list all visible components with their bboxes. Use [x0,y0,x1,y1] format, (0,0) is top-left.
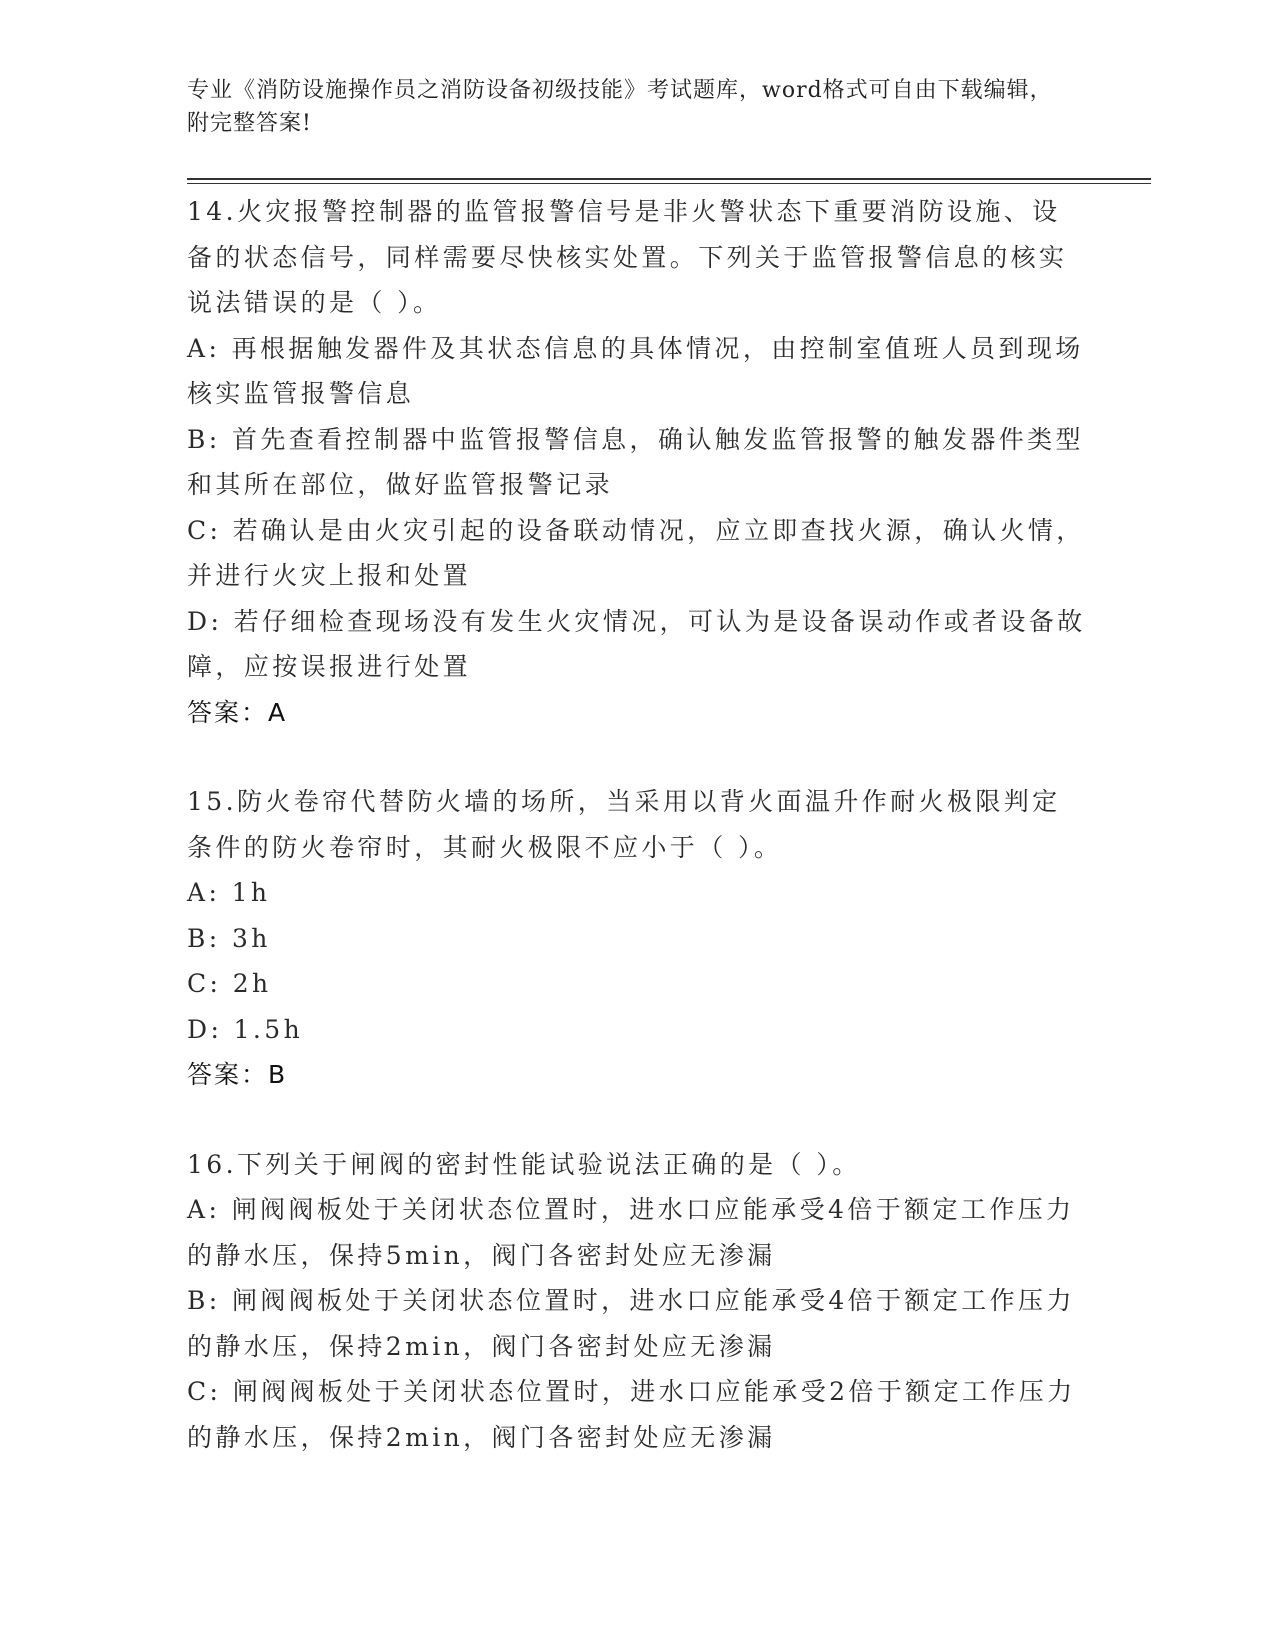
question-stem: 15.防火卷帘代替防火墙的场所，当采用以背火面温升作耐火极限判定条件的防火卷帘时，其耐火极限不应小于（ ）。 [187,787,1061,862]
question-stem: 14.火灾报警控制器的监管报警信号是非火警状态下重要消防设施、设备的状态信号，同样需要尽快核实处置。下列关于监管报警信息的核实说法错误的是（ ）。 [187,197,1068,317]
spacer [187,1098,1087,1142]
option-b: B: 3h [187,923,271,953]
option-c: C: 闸阀阀板处于关闭状态位置时，进水口应能承受2倍于额定工作压力的静水压，保持2min，阀门各密封处应无渗漏 [187,1377,1076,1452]
answer: 答案：A [187,697,288,727]
document-header: 专业《消防设施操作员之消防设备初级技能》考试题库，word格式可自由下载编辑，附完整答案! [187,78,1053,136]
option-c: C: 2h [187,969,272,998]
option-a: A: 再根据触发器件及其状态信息的具体情况，由控制室值班人员到现场核实监管报警信息 [187,333,1084,408]
header-divider-thin [187,183,1151,184]
option-b: B: 首先查看控制器中监管报警信息，确认触发监管报警的触发器件类型和其所在部位，做好监管报警记录 [187,424,1084,499]
answer: 答案：B [187,1060,288,1089]
question-stem: 16.下列关于闸阀的密封性能试验说法正确的是（ ）。 [187,1149,861,1179]
header-divider-thick [187,178,1151,180]
question-15 [187,779,1087,1098]
option-a: A: 1h [187,878,271,907]
option-b: B: 闸阀阀板处于关闭状态位置时，进水口应能承受4倍于额定工作压力的静水压，保持2min，阀门各密封处应无渗漏 [187,1286,1075,1361]
option-c: C: 若确认是由火灾引起的设备联动情况，应立即查找火源，确认火情，并进行火灾上报和处置 [187,515,1085,590]
spacer [187,735,1087,779]
option-d: D: 若仔细检查现场没有发生火灾情况，可认为是设备误动作或者设备故障，应按误报进行处置 [187,606,1086,681]
question-list [187,189,1087,1460]
question-14 [187,189,1087,735]
option-d: D: 1.5h [187,1014,304,1044]
question-16 [187,1142,1087,1461]
option-a: A: 闸阀阀板处于关闭状态位置时，进水口应能承受4倍于额定工作压力的静水压，保持5min，阀门各密封处应无渗漏 [187,1195,1075,1270]
